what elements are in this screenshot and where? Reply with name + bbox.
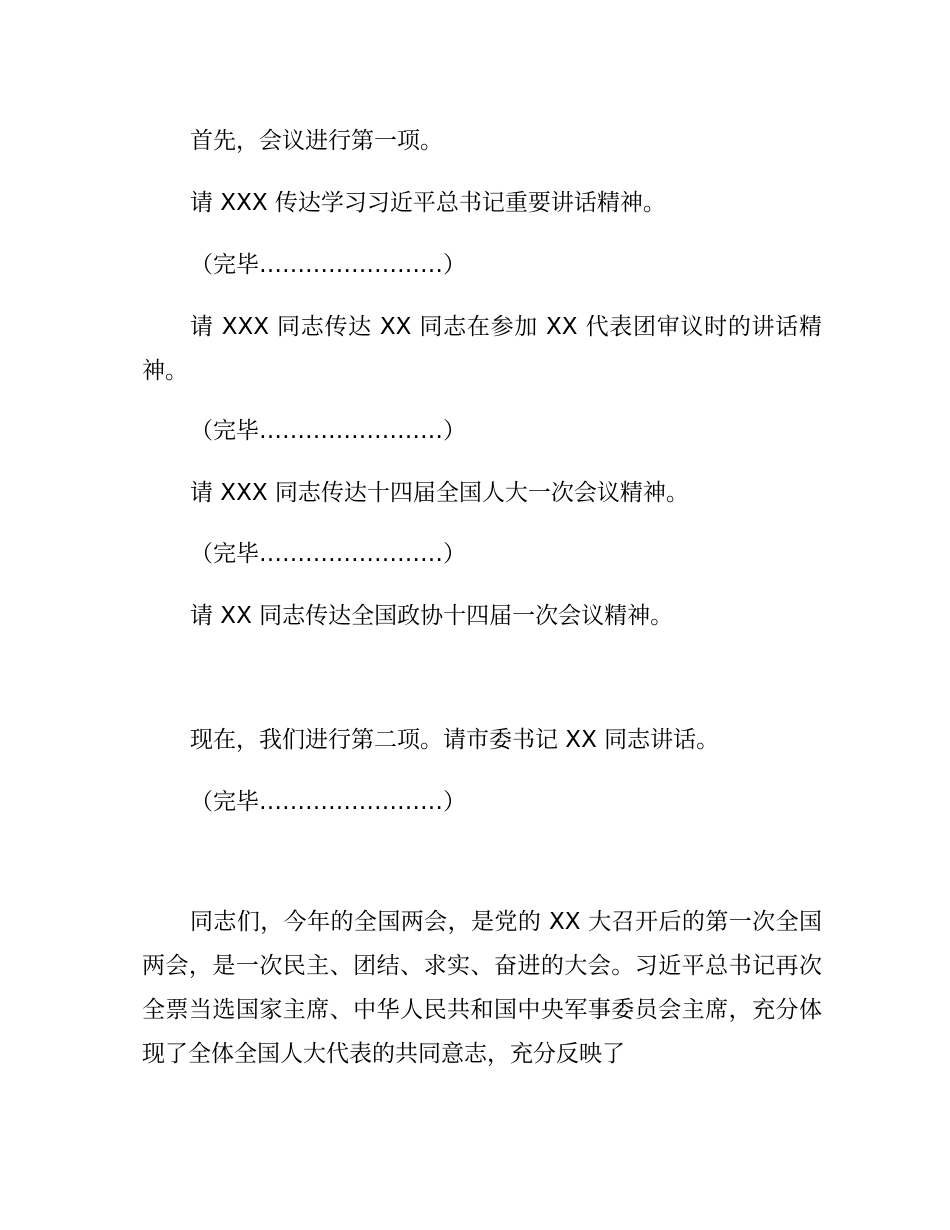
paragraph-agenda-item-two: 现在，我们进行第二项。请市委书记 XX 同志讲话。: [190, 727, 720, 753]
paragraph-relay-cppcc-spirit: 请 XX 同志传达全国政协十四届一次会议精神。: [190, 603, 674, 629]
paragraph-agenda-item-one: 首先，会议进行第一项。: [190, 128, 443, 154]
paragraph-completed-marker: （完毕……………………）: [190, 252, 466, 278]
paragraph-speech-body: 同志们，今年的全国两会，是党的 XX 大召开后的第一次全国两会，是一次民主、团结、求实、奋进的大会。习近平总书记再次全票当选国家主席、中华人民共和国中央军事委员会主席，充分体现了全体全国人大代表的共同意志，充分反映了: [142, 909, 822, 1067]
paragraph-relay-delegation-speech: 请 XXX 同志传达 XX 同志在参加 XX 代表团审议时的讲话精神。: [142, 314, 822, 384]
paragraph-completed-marker: （完毕……………………）: [190, 789, 466, 815]
paragraph-completed-marker: （完毕……………………）: [190, 541, 466, 567]
paragraph-relay-speech: 请 XXX 传达学习习近平总书记重要讲话精神。: [190, 190, 666, 216]
paragraph-completed-marker: （完毕……………………）: [190, 418, 466, 444]
paragraph-relay-npc-spirit: 请 XXX 同志传达十四届全国人大一次会议精神。: [190, 480, 689, 506]
